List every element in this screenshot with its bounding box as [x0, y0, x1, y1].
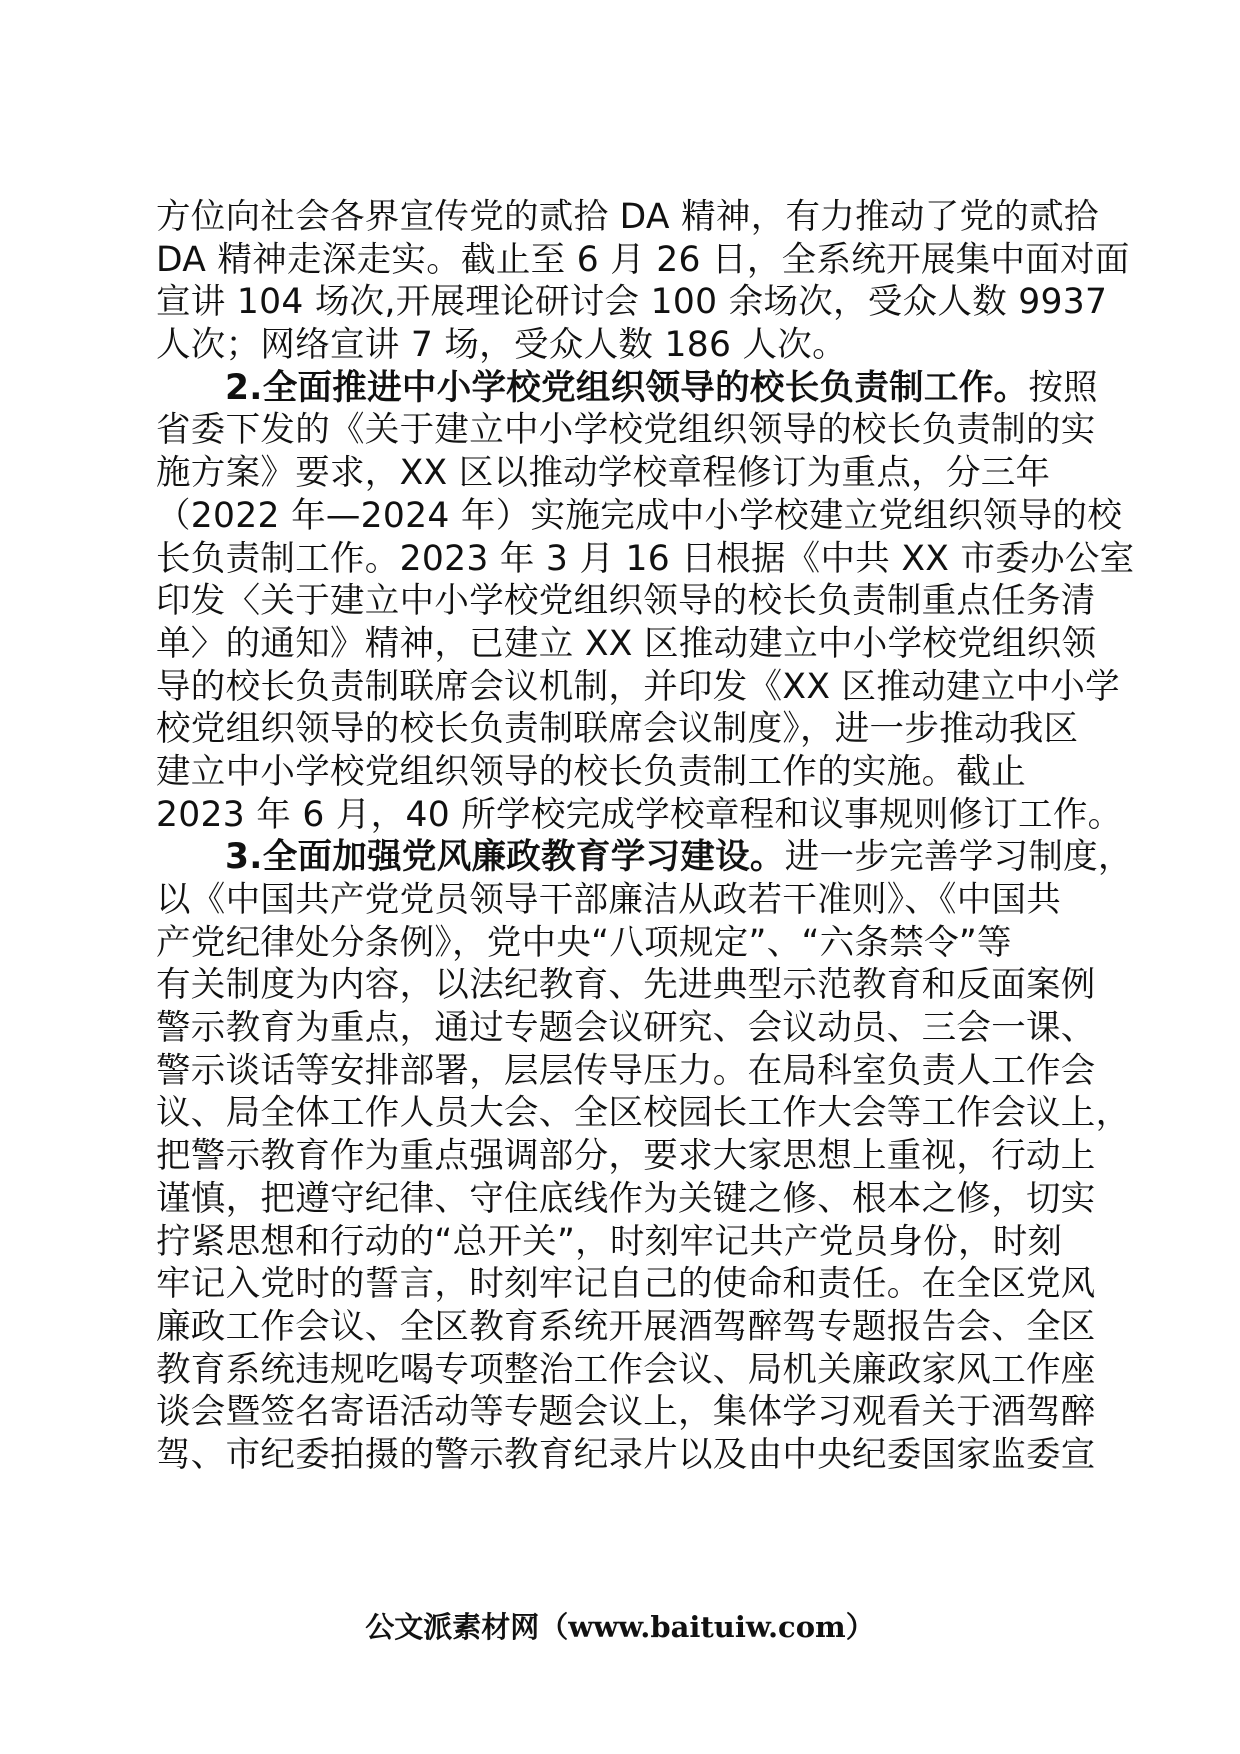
text-line: 议、局全体工作人员大会、全区校园长工作大会等工作会议上，: [156, 1093, 1131, 1134]
text-line: 拧紧思想和行动的“总开关”，时刻牢记共产党员身份，时刻: [156, 1221, 1063, 1262]
text-line: 谨慎，把遵守纪律、守住底线作为关键之修、根本之修，切实: [156, 1178, 1096, 1219]
paragraph-first-line: [156, 367, 1098, 410]
text-line: 省委下发的《关于建立中小学校党组织领导的校长负责制的实: [156, 410, 1096, 451]
text-line: 单〉的通知》精神，已建立 XX 区推动建立中小学校党组织领: [156, 623, 1097, 664]
paragraph: [156, 196, 1130, 367]
text-line: 警示谈话等安排部署，层层传导压力。在局科室负责人工作会: [156, 1050, 1096, 1091]
text-line: 教育系统违规吃喝专项整治工作会议、局机关廉政家风工作座: [156, 1349, 1096, 1390]
paragraph: [156, 367, 1135, 837]
section-heading: 3.全面加强党风廉政教育学习建设。: [225, 837, 785, 878]
text-line: 印发〈关于建立中小学校党组织领导的校长负责制重点任务清: [156, 581, 1096, 622]
text-line: 廉政工作会议、全区教育系统开展酒驾醉驾专题报告会、全区: [156, 1306, 1096, 1347]
text-line: 有关制度为内容，以法纪教育、先进典型示范教育和反面案例: [156, 965, 1096, 1006]
text-line: 牢记入党时的誓言，时刻牢记自己的使命和责任。在全区党风: [156, 1264, 1096, 1305]
text-line: 把警示教育作为重点强调部分，要求大家思想上重视，行动上: [156, 1136, 1096, 1177]
section-heading: 2.全面推进中小学校党组织领导的校长负责制工作。: [225, 367, 1029, 408]
page-footer: 公文派素材网（www.baituiw.com）: [365, 1610, 875, 1644]
text-line: 谈会暨签名寄语活动等专题会议上，集体学习观看关于酒驾醉: [156, 1392, 1096, 1433]
paragraph: [156, 836, 1133, 1476]
text-line: 驾、市纪委拍摄的警示教育纪录片以及由中央纪委国家监委宣: [156, 1434, 1096, 1475]
paragraph-first-line: [156, 836, 1133, 879]
text-line: （2022 年—2024 年）实施完成中小学校建立党组织领导的校: [156, 495, 1123, 536]
text-fragment: 按照: [1028, 367, 1098, 408]
text-line: 产党纪律处分条例》，党中央“八项规定”、“六条禁令”等: [156, 922, 1012, 963]
text-line: 长负责制工作。2023 年 3 月 16 日根据《中共 XX 市委办公室: [156, 538, 1135, 579]
text-line: 2023 年 6 月，40 所学校完成学校章程和议事规则修订工作。: [156, 794, 1123, 835]
text-line: DA 精神走深走实。截止至 6 月 26 日，全系统开展集中面对面: [156, 239, 1130, 280]
text-line: 施方案》要求，XX 区以推动学校章程修订为重点，分三年: [156, 453, 1051, 494]
text-line: 建立中小学校党组织领导的校长负责制工作的实施。截止: [156, 751, 1026, 792]
text-fragment: 进一步完善学习制度，: [784, 837, 1133, 878]
text-line: 宣讲 104 场次,开展理论研讨会 100 余场次，受众人数 9937: [156, 282, 1108, 323]
text-line: 校党组织领导的校长负责制联席会议制度》，进一步推动我区: [156, 709, 1079, 750]
text-line: 以《中国共产党党员领导干部廉洁从政若干准则》、《中国共: [156, 880, 1062, 920]
document-body: [156, 196, 1135, 1477]
text-line: 导的校长负责制联席会议机制，并印发《XX 区推动建立中小学: [156, 666, 1120, 707]
text-line: 方位向社会各界宣传党的贰拾 DA 精神，有力推动了党的贰拾: [156, 197, 1099, 237]
text-line: 人次；网络宣讲 7 场，受众人数 186 人次。: [156, 325, 847, 366]
text-line: 警示教育为重点，通过专题会议研究、会议动员、三会一课、: [156, 1008, 1096, 1049]
